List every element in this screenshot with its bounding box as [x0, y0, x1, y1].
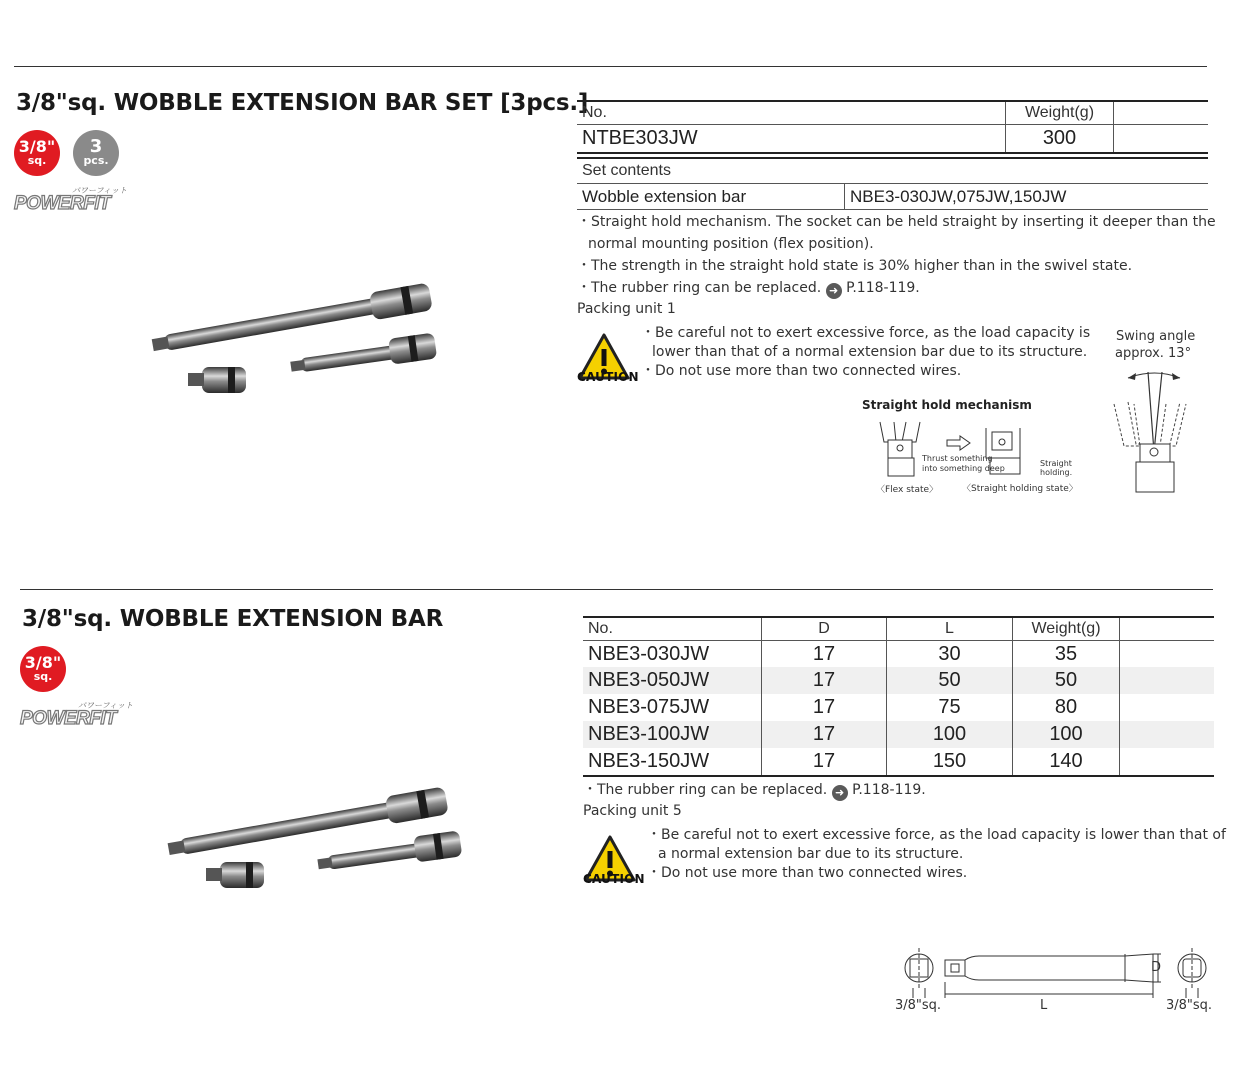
- powerfit-logo: POWERFIT: [14, 193, 111, 214]
- set-contents-table: [577, 157, 1208, 210]
- caution-text: ・Be careful not to exert excessive force, as the load capacity is lower than that of a normal extension bar due to its structure. ・Do not use more than two connected wires.: [647, 827, 1226, 881]
- powerfit-logo-sub: パワーフィット: [78, 701, 133, 710]
- caution-label: CAUTION: [577, 370, 639, 384]
- page-reference[interactable]: P.118-119.: [852, 782, 926, 798]
- dimension-left-sq-label: 3/8"sq.: [895, 998, 942, 1013]
- page-reference[interactable]: P.118-119.: [846, 280, 920, 296]
- packing-unit: Packing unit 1: [577, 301, 676, 317]
- col-no-header: No.: [577, 101, 1006, 125]
- product-photo-set: [140, 245, 460, 415]
- section2-top-rule: [20, 589, 1213, 590]
- swing-angle-value: approx. 13°: [1115, 346, 1192, 361]
- holding-state-label: 〈Straight holding state〉: [962, 484, 1078, 494]
- section1-top-rule: [14, 66, 1207, 67]
- bar-spec-table: [583, 616, 1214, 777]
- flex-state-label: 〈Flex state〉: [876, 485, 939, 495]
- section1-title: 3/8"sq. WOBBLE EXTENSION BAR SET [3pcs.]: [16, 90, 589, 116]
- short-extension-bar: [188, 367, 246, 393]
- set-spec-table: [577, 100, 1208, 154]
- powerfit-logo-sub: パワーフィット: [72, 186, 127, 195]
- table-row: NBE3-030JW 17 30 35: [583, 641, 1214, 668]
- caution-text: ・Be careful not to exert excessive force, as the load capacity is lower than that of a normal extension bar due to its structure. ・Do not use more than two connected wires.: [641, 325, 1091, 379]
- col-no-header: No.: [583, 617, 762, 641]
- set-notes: ・Straight hold mechanism. The socket can be held straight by inserting it deeper than the normal mounting position (flex position). ・The strength in the straight hold state is 30% higher than in the swivel state. ・The rubber ring can be replaced. ➜ P.118-119. Packing unit 1: [577, 214, 1216, 317]
- medium-extension-bar: [316, 830, 462, 876]
- straight-label-2: holding.: [1040, 468, 1073, 477]
- product-photo-bars: [150, 750, 470, 910]
- dimension-d-label: D: [1151, 960, 1162, 975]
- size-badge: 3/8" sq.: [20, 646, 66, 692]
- col-l-header: L: [887, 617, 1013, 641]
- short-extension-bar: [206, 862, 264, 888]
- table-row: NTBE303JW 300: [577, 125, 1208, 154]
- table-row: Wobble extension bar NBE3-030JW,075JW,150JW: [577, 184, 1208, 210]
- bar-notes: ・The rubber ring can be replaced. ➜ P.118-119. Packing unit 5: [583, 782, 926, 819]
- thrust-label-2: into something deep: [922, 464, 1005, 473]
- medium-extension-bar: [289, 333, 437, 379]
- section2-title: 3/8"sq. WOBBLE EXTENSION BAR: [22, 606, 444, 632]
- dimension-drawing: [895, 938, 1217, 1002]
- page-reference-arrow-icon: ➜: [826, 283, 842, 299]
- col-d-header: D: [762, 617, 887, 641]
- straight-label-1: Straight: [1040, 459, 1072, 468]
- mechanism-title: Straight hold mechanism: [862, 398, 1032, 412]
- dimension-l-label: L: [1040, 998, 1048, 1013]
- swing-angle-diagram: [1100, 364, 1200, 496]
- pieces-badge: 3 pcs.: [73, 130, 119, 176]
- caution-label: CAUTION: [583, 872, 645, 886]
- table-row: NBE3-050JW 17 50 50: [583, 667, 1214, 694]
- powerfit-logo: POWERFIT: [20, 708, 117, 729]
- table-row: NBE3-150JW 17 150 140: [583, 748, 1214, 776]
- page-reference-arrow-icon: ➜: [832, 785, 848, 801]
- col-weight-header: Weight(g): [1006, 101, 1114, 125]
- size-badge: 3/8" sq.: [14, 130, 60, 176]
- dimension-right-sq-label: 3/8"sq.: [1166, 998, 1213, 1013]
- col-weight-header: Weight(g): [1013, 617, 1120, 641]
- table-row: NBE3-075JW 17 75 80: [583, 694, 1214, 721]
- packing-unit: Packing unit 5: [583, 803, 682, 819]
- swing-angle-label: Swing angle: [1116, 329, 1196, 344]
- thrust-label-1: Thrust something: [922, 454, 993, 463]
- set-contents-header: Set contents: [577, 158, 1208, 184]
- table-row: NBE3-100JW 17 100 100: [583, 721, 1214, 748]
